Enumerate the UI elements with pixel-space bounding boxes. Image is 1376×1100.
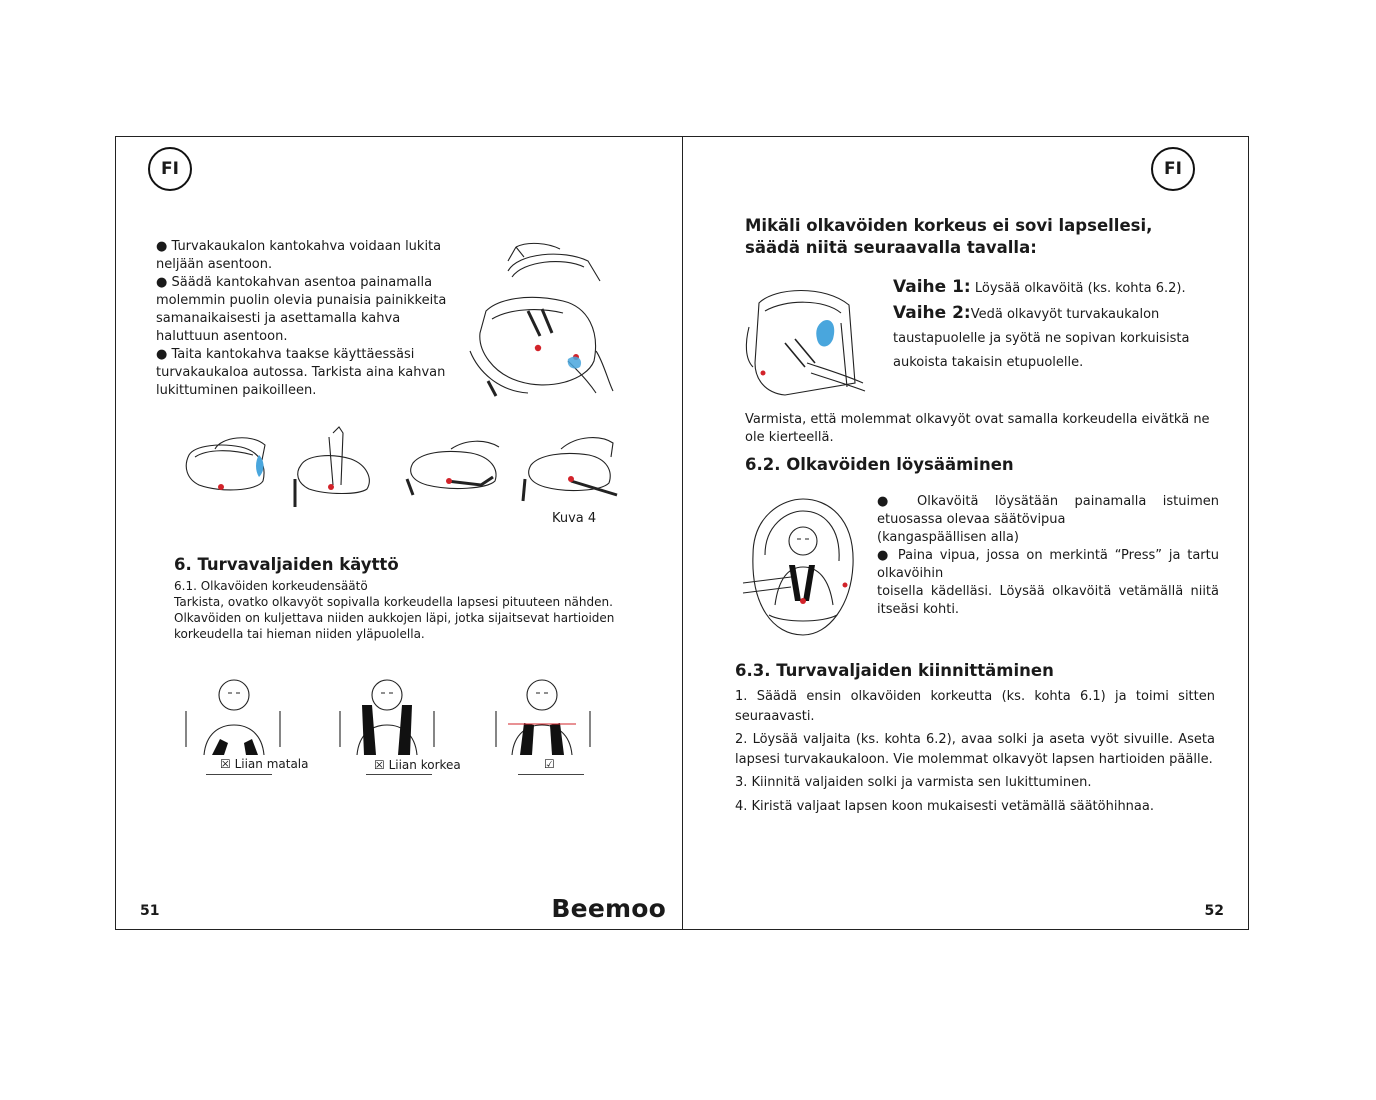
language-badge-right: FI xyxy=(1151,147,1195,191)
bullet-item: toisella kädelläsi. Löysää olkavöitä vetämällä niitä itseäsi kohti. xyxy=(877,584,1219,617)
list-item: 2. Löysää valjaita (ks. kohta 6.2), avaa solki ja aseta vyöt sivuille. Aseta lapsesi turvakaukaloon. Vie molemmat olkavyöt lapsen hartioiden päälle. xyxy=(735,732,1215,767)
brand-logo: Beemoo xyxy=(551,894,666,923)
language-badge-left: FI xyxy=(148,147,192,191)
step-2-label: Vaihe 2: xyxy=(893,303,971,323)
bullet-item: ● Olkavöitä löysätään painamalla istuimen etuosassa olevaa säätövipua xyxy=(877,494,1219,527)
strap-label-too-high: ☒ Liian korkea xyxy=(374,758,461,772)
step-1 xyxy=(893,275,1203,301)
bullet-item: (kangaspäällisen alla) xyxy=(877,530,1019,545)
loosen-straps-illustration xyxy=(743,495,861,639)
bullet-item: ● Turvakaukalon kantokahva voidaan lukita neljään asentoon. xyxy=(156,239,442,272)
list-item: 3. Kiinnitä valjaiden solki ja varmista sen lukittuminen. xyxy=(735,775,1092,790)
car-seat-handle-illustration xyxy=(468,241,618,401)
subsection-text: Tarkista, ovatko olkavyöt sopivalla korkeudella lapsesi pituuteen nähden. Olkavöiden on kuljettava niiden aukkojen läpi, jotka sijaitsevat hartioiden korkeudella tai hieman niiden yläpuolella. xyxy=(174,595,615,641)
loosen-instructions xyxy=(877,493,1219,619)
bullet-item: ● Paina vipua, jossa on merkintä “Press” ja tartu olkavöihin xyxy=(877,548,1219,581)
strap-adjust-illustration xyxy=(745,283,865,399)
section-6-2-title: 6.2. Olkavöiden löysääminen xyxy=(745,455,1014,474)
figure-caption: Kuva 4 xyxy=(552,511,597,526)
manual-spread xyxy=(115,136,1249,930)
adjust-heading: Mikäli olkavöiden korkeus ei sovi lapsellesi, säädä niitä seuraavalla tavalla: xyxy=(745,216,1153,257)
list-item: 4. Kiristä valjaat lapsen koon mukaisesti vetämällä säätöhihnaa. xyxy=(735,798,1154,814)
section-6-3-title: 6.3. Turvavaljaiden kiinnittäminen xyxy=(735,661,1054,680)
section-title: 6. Turvavaljaiden käyttö xyxy=(174,555,399,574)
strap-height-examples-illustration xyxy=(184,677,604,757)
step-1-text: Löysää olkavöitä (ks. kohta 6.2). xyxy=(970,281,1186,296)
page-number-left: 51 xyxy=(140,903,160,919)
handle-instructions xyxy=(156,238,456,400)
step-1-label: Vaihe 1: xyxy=(893,277,971,297)
divider xyxy=(366,774,432,775)
subsection-title: 6.1. Olkavöiden korkeudensäätö xyxy=(174,579,368,593)
list-item: 1. Säädä ensin olkavöiden korkeutta (ks. kohta 6.1) ja toimi sitten seuraavasti. xyxy=(735,689,1215,724)
page-left xyxy=(116,137,683,929)
bullet-item: ● Taita kantokahva taakse käyttäessäsi turvakaukaloa autossa. Tarkista aina kahvan lukittuminen paikoilleen. xyxy=(156,347,446,398)
adjust-steps xyxy=(893,275,1203,375)
divider xyxy=(518,774,584,775)
handle-positions-illustration xyxy=(181,425,621,511)
step-2-text: Vedä olkavyöt turvakaukalon taustapuolelle ja syötä ne sopivan korkuisista aukoista takaisin etupuolelle. xyxy=(893,307,1190,370)
strap-label-too-low: ☒ Liian matala xyxy=(220,757,309,771)
bullet-item: ● Säädä kantokahvan asentoa painamalla molemmin puolin olevia punaisia painikkeita samanaikaisesti ja asettamalla kahva haluttuun asentoon. xyxy=(156,275,447,344)
page-right xyxy=(683,137,1250,929)
section-6 xyxy=(174,555,634,642)
divider xyxy=(206,774,272,775)
strap-label-correct: ☑ xyxy=(544,757,555,771)
fasten-steps xyxy=(735,687,1215,820)
page-number-right: 52 xyxy=(1204,903,1224,919)
step-2 xyxy=(893,301,1203,375)
verify-text: Varmista, että molemmat olkavyöt ovat samalla korkeudella eivätkä ne ole kierteellä. xyxy=(745,412,1210,445)
